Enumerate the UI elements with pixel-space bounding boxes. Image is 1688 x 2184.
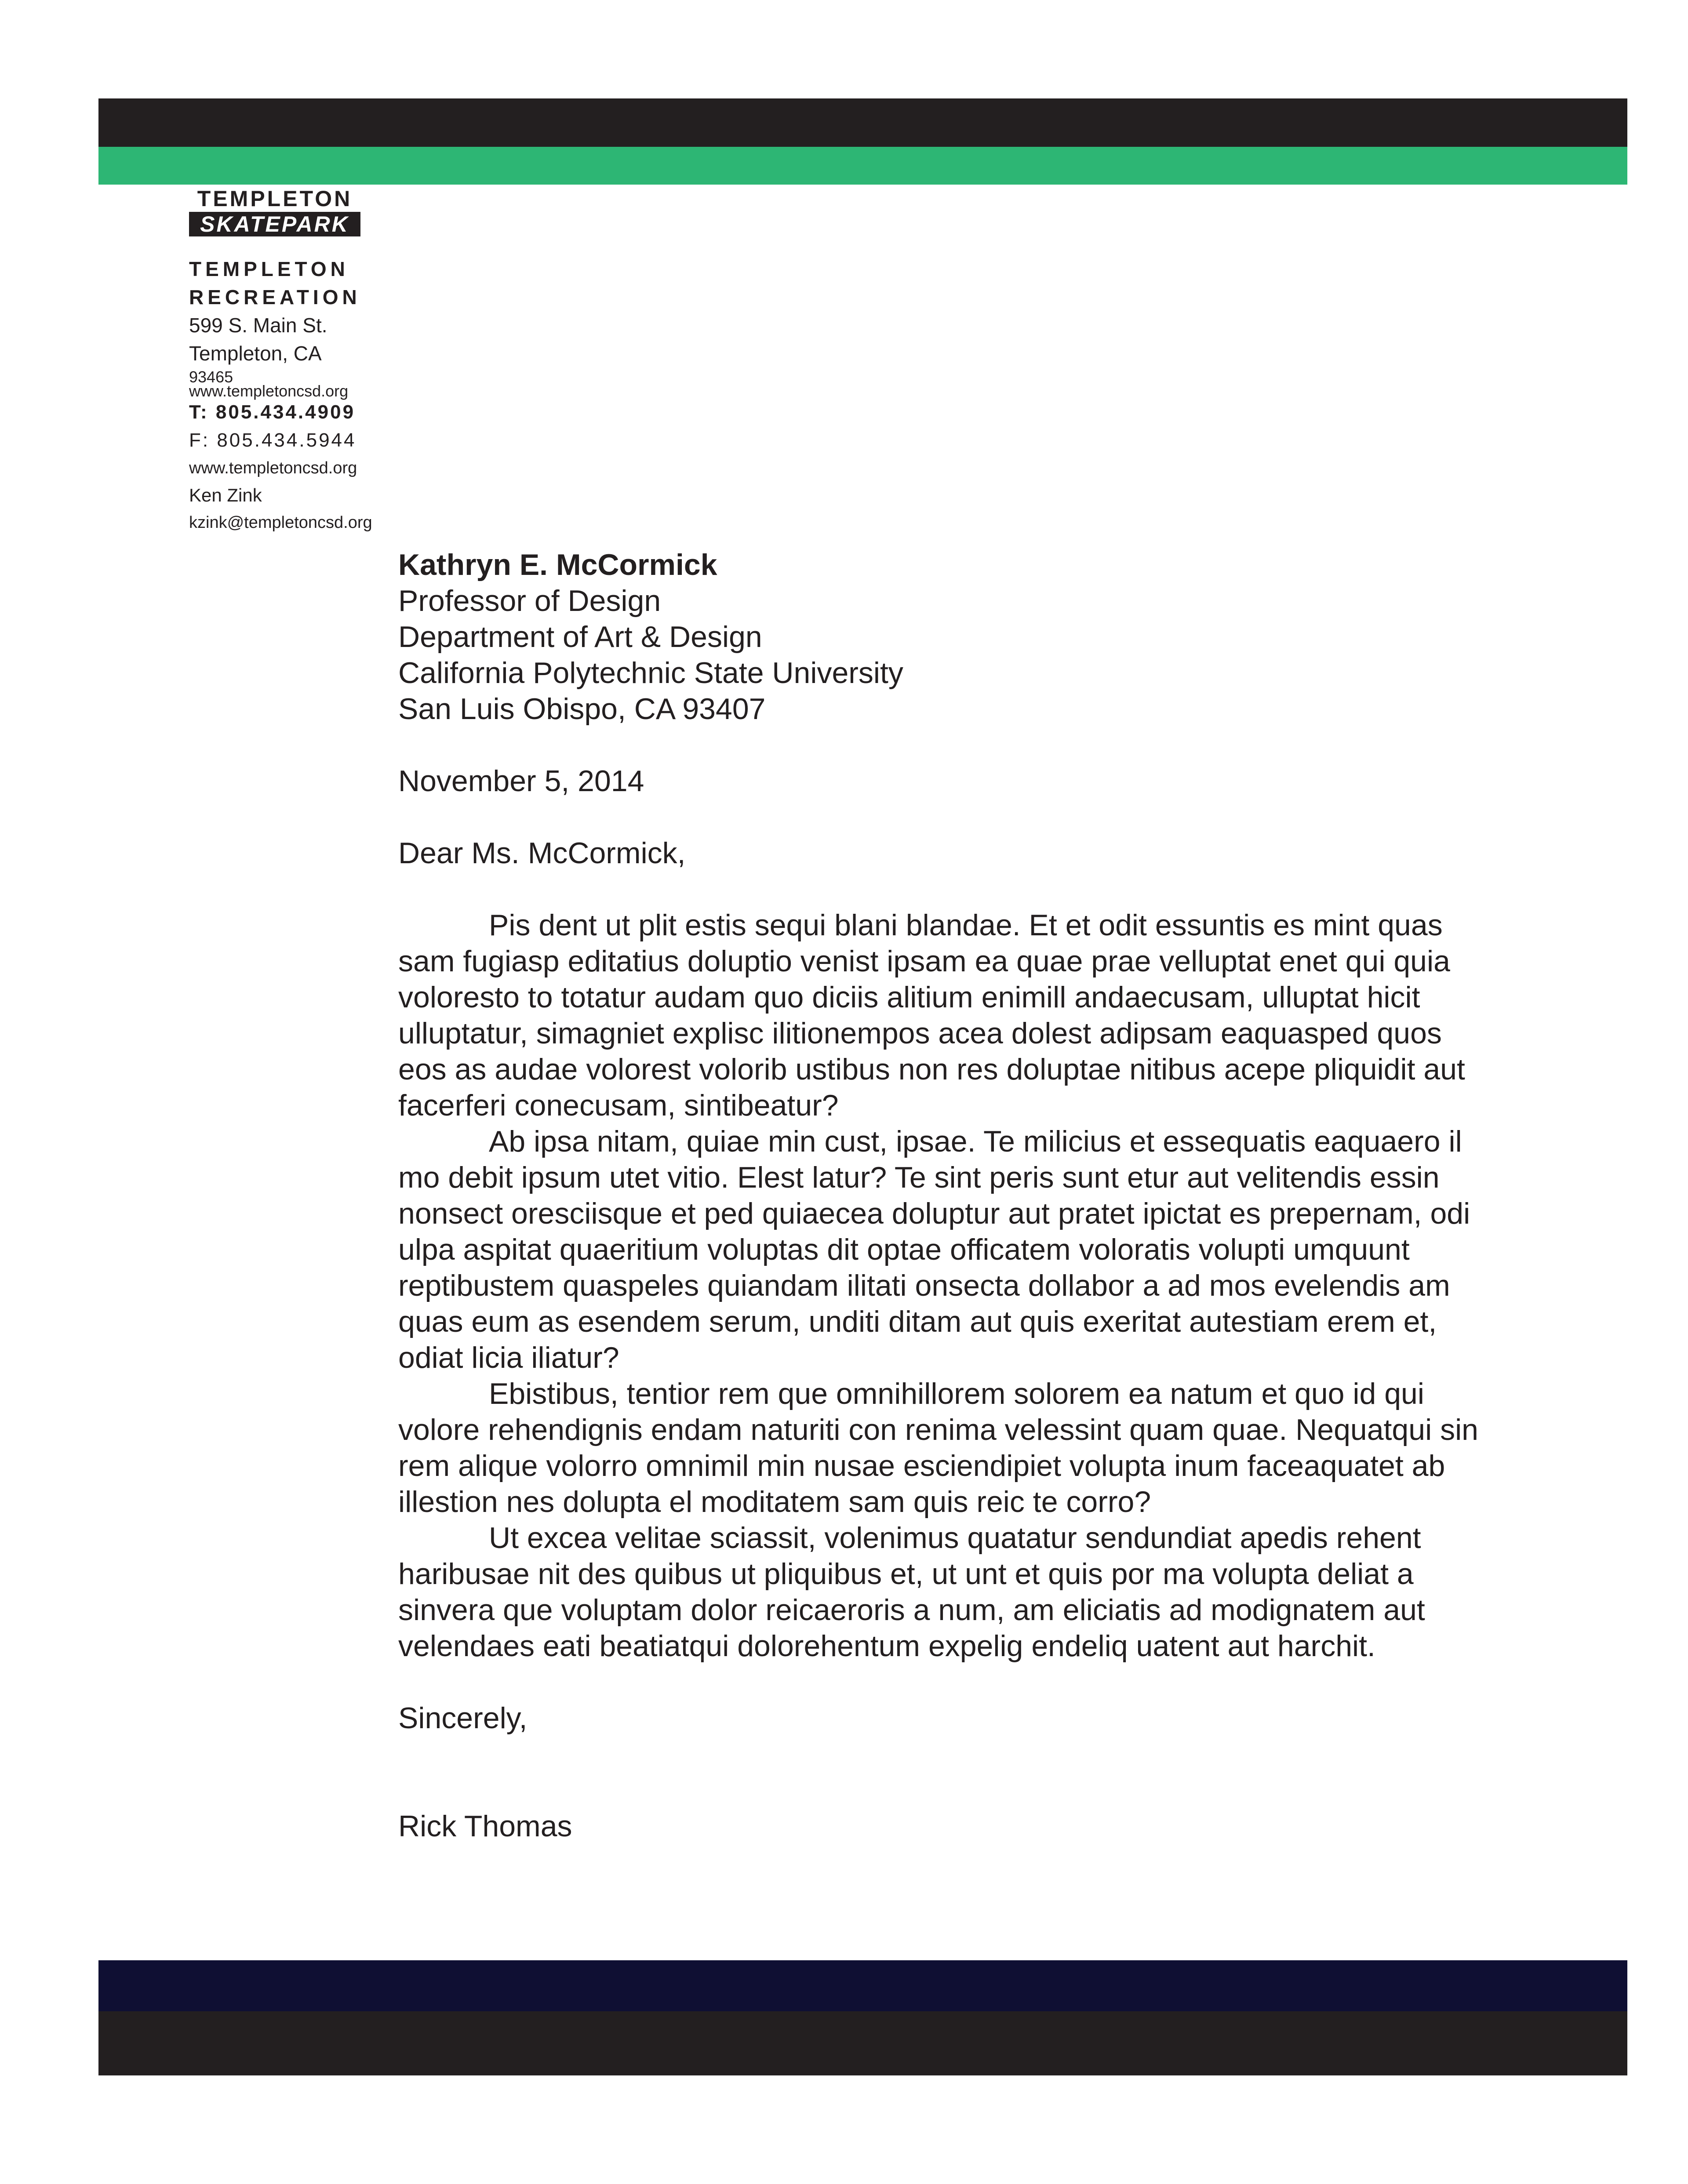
letter-date: November 5, 2014: [398, 764, 644, 798]
body-paragraph-3: Ebistibus, tentior rem que omnihillorem solorem ea natum et quo id qui volore rehendignis endam naturiti con renima velessint quam quae. Nequatqui sin rem alique volorro omnimil min nusae esciendipiet volupta inum faceaquatet ab illestion nes dolupta el moditatem sam quis reic te corro?: [398, 1377, 1478, 1519]
recipient-city-line: San Luis Obispo, CA 93407: [398, 692, 766, 726]
header-green-bar: [98, 147, 1627, 185]
contact-name: Ken Zink: [189, 485, 262, 505]
recipient-name: Kathryn E. McCormick: [398, 548, 717, 581]
contact-email-link[interactable]: kzink@templetoncsd.org: [189, 513, 372, 532]
body-paragraph-1: Pis dent ut plit estis sequi blani blandae. Et et odit essuntis es mint quas sam fugiasp editatius doluptio venist ipsam ea quae prae velluptat enet qui quia voloresto to totatur audam quo diciis alitium enimill andaecusam, ulluptat hicit ulluptatur, simagniet explisc ilitionempos acea dolest adipsam eaquasped quos eos as audae volorest volorib ustibus non res doluptae nitibus acepe pliquidit aut facerferi conecusam, sintibeatur?: [398, 908, 1465, 1122]
signatory-name: Rick Thomas: [398, 1810, 572, 1843]
recipient-title: Professor of Design: [398, 584, 661, 618]
body-paragraph-2: Ab ipsa nitam, quiae min cust, ipsae. Te milicius et essequatis eaquaero il mo debit ipsum utet vitio. Elest latur? Te sint peris sunt etur aut velitendis essin nonsect oresciisque et ped quiaecea doluptur aut pratet ipictat es prepernam, odi ulpa aspitat quaeritium voluptas dit optae officatem voloratis volupti umquunt reptibustem quaspeles quiandam ilitati onsecta dollabor a ad mos evelendis am quas eum as esendem serum, unditi ditam aut quis exeritat autestiam erem et, odiat licia iliatur?: [398, 1125, 1470, 1374]
logo-line-templeton: TEMPLETON: [197, 188, 353, 209]
salutation: Dear Ms. McCormick,: [398, 836, 686, 870]
fax-number: F: 805.434.5944: [189, 429, 357, 451]
website-link-small[interactable]: www.templetoncsd.org: [189, 382, 349, 400]
recipient-department: Department of Art & Design: [398, 620, 762, 654]
letter-body: [398, 547, 1497, 1844]
body-paragraph-4: Ut excea velitae sciassit, volenimus quatatur sendundiat apedis rehent haribusae nit des quibus ut pliquibus et, ut unt et quis por ma volupta deliat a sinvera que voluptam dolor reicaeroris a num, am eliciatis ad modignatem aut velendaes eati beatiatqui dolorehentum expelig endeliq uatent aut harchit.: [398, 1521, 1425, 1663]
website-link[interactable]: www.templetoncsd.org: [189, 459, 357, 477]
street-address: 599 S. Main St.: [189, 314, 327, 337]
closing: Sincerely,: [398, 1701, 528, 1735]
footer-navy-bar: [98, 1960, 1627, 2011]
city-state: Templeton, CA: [189, 342, 322, 365]
templeton-skatepark-logo: [189, 188, 360, 237]
phone-number: T: 805.434.4909: [189, 401, 356, 423]
signature-space: [398, 1736, 1497, 1808]
sender-info-sidebar: [189, 255, 409, 536]
recipient-institution: California Polytechnic State University: [398, 656, 903, 690]
footer-dark-bar: [98, 2011, 1627, 2075]
logo-line-skatepark: SKATEPARK: [189, 212, 360, 236]
recipient-block: [398, 547, 1497, 727]
org-name-line-1: TEMPLETON: [189, 258, 349, 280]
zip-code: 93465: [189, 368, 233, 386]
org-name-line-2: RECREATION: [189, 286, 361, 309]
header-dark-bar: [98, 98, 1627, 147]
